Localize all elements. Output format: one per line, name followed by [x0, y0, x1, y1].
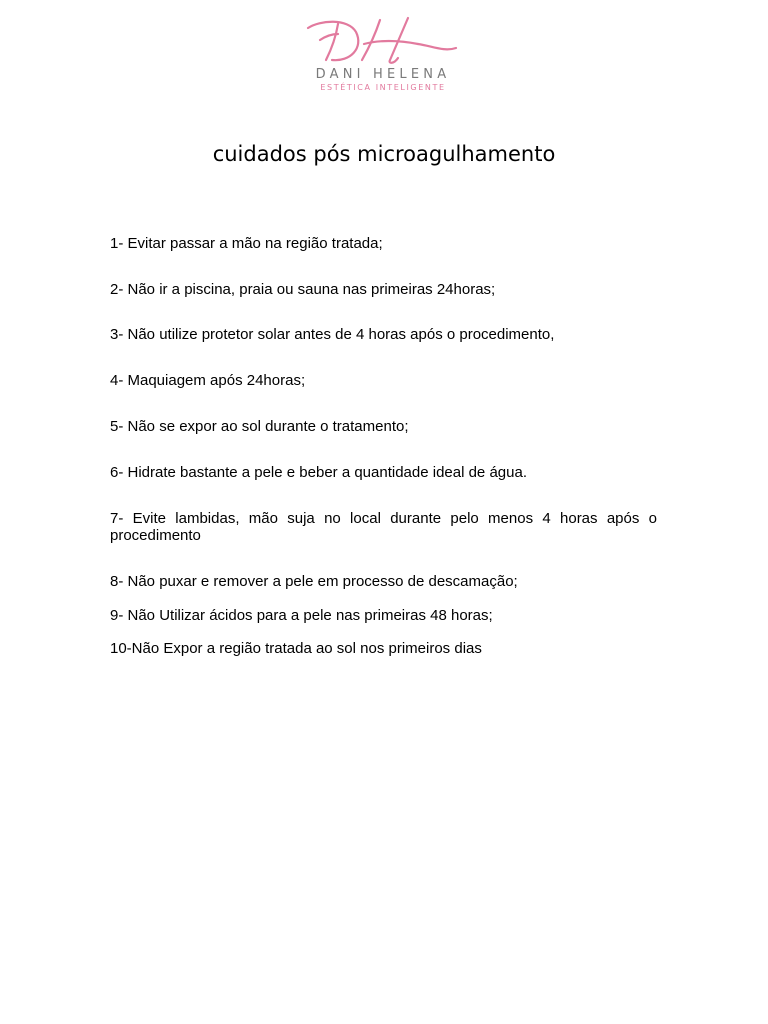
care-item-5: 5- Não se expor ao sol durante o tratamento; [110, 418, 409, 435]
document-title: cuidados pós microagulhamento [212, 142, 556, 166]
care-item-9: 9- Não Utilizar ácidos para a pele nas primeiras 48 horas; [110, 607, 493, 624]
care-item-4: 4- Maquiagem após 24horas; [110, 372, 306, 389]
brand-name-text: DANI HELENA [315, 67, 451, 82]
care-item-6: 6- Hidrate bastante a pele e beber a quantidade ideal de água. [110, 464, 527, 481]
brand-tagline-text: ESTÉTICA INTELIGENTE [320, 83, 446, 92]
brand-logo [298, 14, 472, 96]
care-item-10: 10-Não Expor a região tratada ao sol nos primeiros dias [110, 640, 482, 657]
dh-monogram-logo [298, 14, 472, 96]
care-item-2: 2- Não ir a piscina, praia ou sauna nas primeiras 24horas; [110, 281, 496, 298]
care-item-7: 7- Evite lambidas, mão suja no local durante pelo menos 4 horas após o procedimento [110, 510, 657, 544]
care-item-3: 3- Não utilize protetor solar antes de 4 horas após o procedimento, [110, 326, 555, 343]
care-item-8: 8- Não puxar e remover a pele em processo de descamação; [110, 573, 518, 590]
care-item-1: 1- Evitar passar a mão na região tratada; [110, 235, 383, 252]
